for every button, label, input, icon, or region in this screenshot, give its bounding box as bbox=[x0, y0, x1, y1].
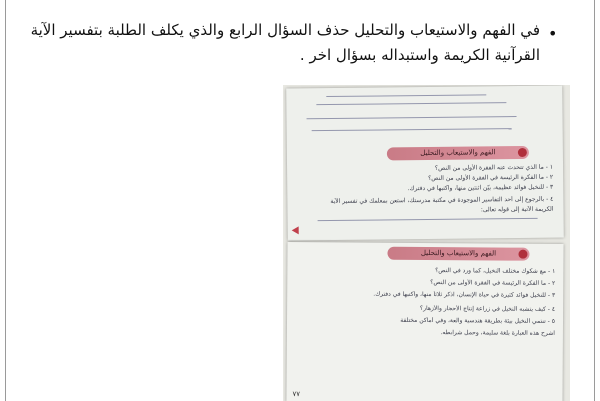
question-line: ١ - ما الذي تتحدث عنه الفقرة الأولى من النص؟ bbox=[434, 163, 554, 172]
question-line: ٣ - للنخيل فوائد كثيرة في حياة الإنسان، اذكر ثلاثاً منها، واكتبها في دفترك. bbox=[373, 290, 556, 299]
page-number: ٧٧ bbox=[292, 390, 301, 399]
section-badge-icon bbox=[518, 250, 527, 259]
question-line: الكريمة الآتية إلى قوله تعالى: bbox=[480, 205, 554, 214]
handwritten-mark bbox=[307, 116, 517, 119]
handwritten-mark bbox=[326, 94, 486, 97]
section-header-label: الفهم والاستيعاب والتحليل bbox=[420, 148, 496, 158]
frame-left-border bbox=[5, 0, 6, 401]
textbook-page-top bbox=[286, 86, 564, 241]
question-line: ١ - مع شكوك مختلف النخيل، كما ورد في النص؟ bbox=[435, 267, 556, 275]
question-line: اشرح هذه العبارة بلغة سليمة، وحمل شرابطه. bbox=[440, 329, 555, 337]
handwritten-mark bbox=[318, 218, 538, 221]
question-line: ٢ - ما الفكرة الرئيسة في الفقرة الأولى من النص؟ bbox=[428, 173, 554, 182]
section-badge-icon bbox=[518, 148, 527, 157]
handwritten-mark bbox=[312, 128, 512, 131]
question-line: ٤ - بالرجوع إلى أحد التفاسير الموجودة في مكتبة مدرستك، استعن بمعلمك في تفسير الآية bbox=[330, 195, 554, 205]
textbook-page-bottom bbox=[286, 242, 563, 401]
textbook-photo bbox=[283, 85, 570, 401]
question-line: ٤ - كيف يتشبه النخيل في زراعة إنتاج الأحجار والأزهار؟ bbox=[419, 304, 556, 313]
question-line: ٥ - تنتمي النخيل بيئة بطريقة هندسية والعة، وفي أماكن مختلفة bbox=[400, 316, 556, 325]
bullet-point-icon: • bbox=[548, 24, 558, 43]
section-header-bottom bbox=[387, 247, 529, 261]
frame-right-border bbox=[594, 0, 595, 401]
question-line: ٣ - للنخيل فوائد عظيمة، بيّن اثنتين منها، واكتبها في دفترك. bbox=[407, 183, 554, 193]
bullet-text: في الفهم والاستيعاب والتحليل حذف السؤال الرابع والذي يكلف الطلبة بتفسير الآية القرآنية الكريمة واستبداله بسؤال اخر . bbox=[30, 21, 540, 64]
section-header-top bbox=[387, 146, 529, 160]
arrow-icon bbox=[292, 226, 299, 234]
section-header-label: الفهم والاستيعاب والتحليل bbox=[420, 248, 497, 258]
question-line: ٢ - ما الفكرة الرئيسة في الفقرة الأولى من النص؟ bbox=[430, 279, 556, 287]
handwritten-mark bbox=[316, 102, 506, 105]
